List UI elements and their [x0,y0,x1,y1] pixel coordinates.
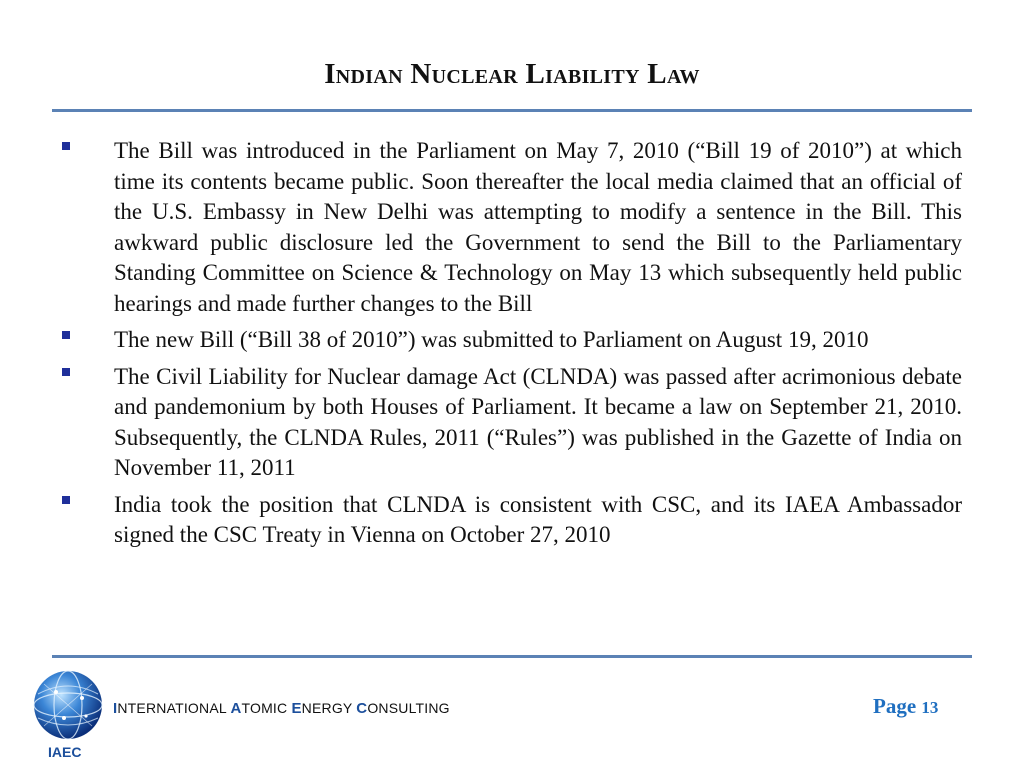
bullet-item [62,325,962,356]
bullet-text: The new Bill (“Bill 38 of 2010”) was submitted to Parliament on August 19, 2010 [114,327,869,352]
bullet-item [62,136,962,319]
logo-text: IAEC [48,744,82,760]
top-divider [52,109,972,112]
company-initial: I [113,700,118,717]
company-word: NERGY [301,700,357,716]
company-initial: E [291,700,302,717]
company-initial: C [356,700,368,717]
company-word: TOMIC [241,700,292,716]
square-bullet-icon [62,142,70,150]
bullet-text: The Civil Liability for Nuclear damage Act (CLNDA) was passed after acrimonious debate and pandemonium by both Houses of Parliament. It became a law on September 21, 2010. Subsequently, the CLNDA Rules, 2011 (“Rules”) was published in the Gazette of India on November 11, 2011 [114,363,962,480]
page-indicator [873,694,938,719]
bullet-text: The Bill was introduced in the Parliament on May 7, 2010 (“Bill 19 of 2010”) at which time its contents became public. Soon thereafter the local media claimed that an official of the U.S. Embassy in New Delhi was attempting to modify a sentence in the Bill. This awkward public disclosure led the Government to send the Bill to the Parliamentary Standing Committee on Science & Technology on May 13 which subsequently held public hearings and made further changes to the Bill [114,138,962,316]
company-name [113,700,450,717]
globe-icon [28,668,108,740]
square-bullet-icon [62,331,70,339]
bottom-divider [52,655,972,658]
bullet-text: India took the position that CLNDA is consistent with CSC, and its IAEA Ambassador signed the CSC Treaty in Vienna on October 27, 2010 [114,491,962,547]
square-bullet-icon [62,496,70,504]
square-bullet-icon [62,368,70,376]
bullet-list [62,136,962,557]
page-label: Page [873,694,917,718]
slide-title: Indian Nuclear Liability Law [324,58,700,90]
page-number: 13 [921,698,939,717]
company-word: ONSULTING [367,700,450,716]
bullet-item [62,362,962,484]
company-word: NTERNATIONAL [117,700,231,716]
company-initial: A [230,700,242,717]
bullet-item [62,490,962,551]
